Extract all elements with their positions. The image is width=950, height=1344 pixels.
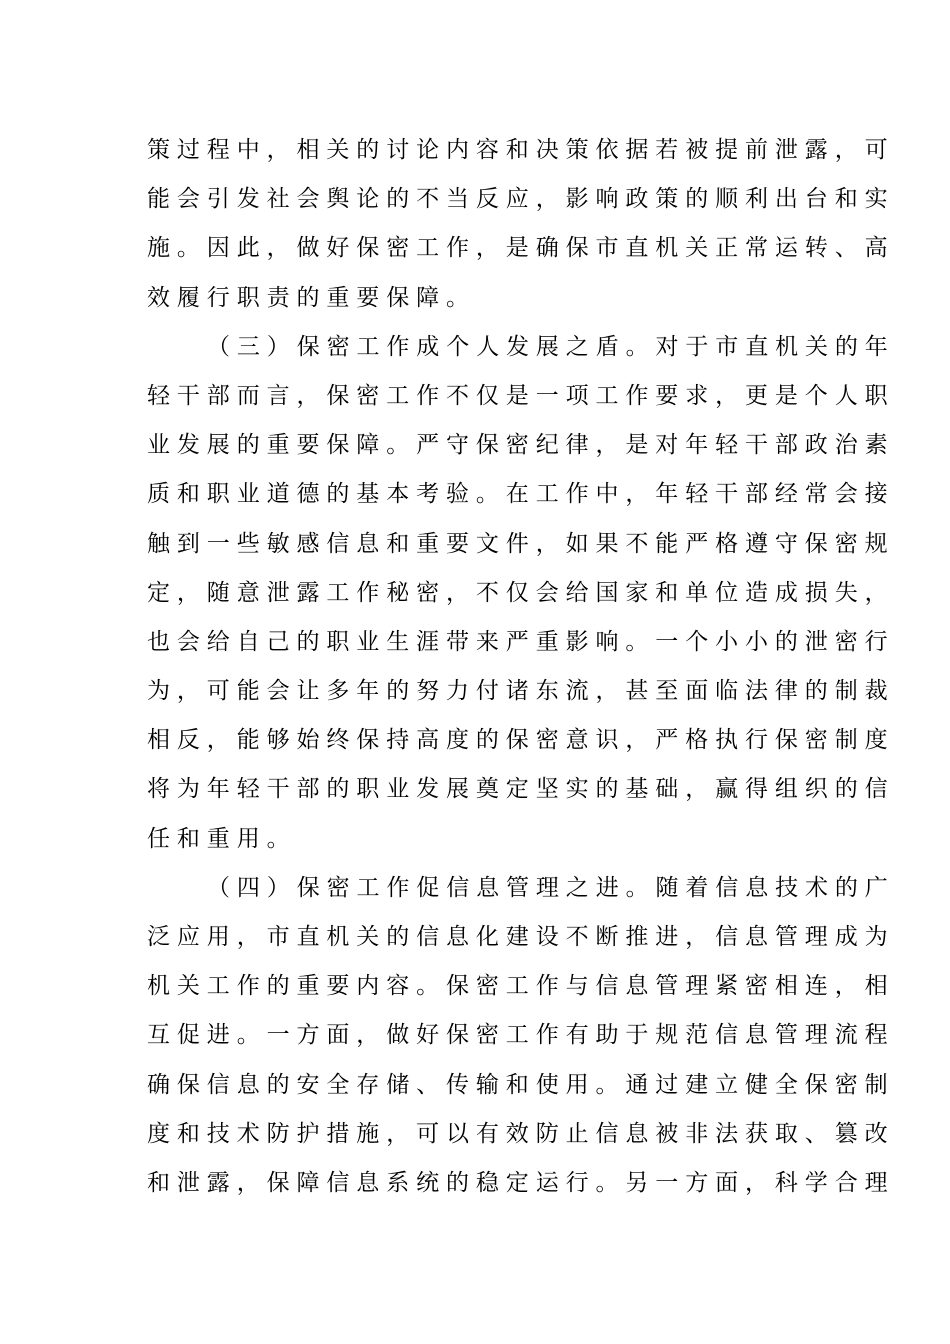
text-line: 轻干部而言，保密工作不仅是一项工作要求，更是个人职 [147,382,895,409]
text-line: 和泄露，保障信息系统的稳定运行。另一方面，科学合理 [147,1169,895,1196]
text-line: 为，可能会让多年的努力付诸东流，甚至面临法律的制裁 [147,678,895,705]
text-line: 机关工作的重要内容。保密工作与信息管理紧密相连，相 [147,973,895,1000]
text-line: 能会引发社会舆论的不当反应，影响政策的顺利出台和实 [147,186,895,213]
body-text [147,126,895,1208]
text-line: 将为年轻干部的职业发展奠定坚实的基础，赢得组织的信 [147,776,895,803]
text-line: 度和技术防护措施，可以有效防止信息被非法获取、篡改 [147,1120,895,1147]
text-line: 策过程中，相关的讨论内容和决策依据若被提前泄露，可 [147,137,895,163]
text-line: 泛应用，市直机关的信息化建设不断推进，信息管理成为 [147,924,895,950]
text-line: 触到一些敏感信息和重要文件，如果不能严格遵守保密规 [147,530,895,557]
text-line: 效履行职责的重要保障。 [147,284,476,311]
section-three-heading-line: （三）保密工作成个人发展之盾。对于市直机关的年 [207,333,895,360]
text-line: 相反，能够始终保持高度的保密意识，严格执行保密制度 [147,727,895,754]
section-four-heading-line: （四）保密工作促信息管理之进。随着信息技术的广 [207,874,895,901]
text-line: 互促进。一方面，做好保密工作有助于规范信息管理流程 [147,1022,895,1049]
text-line: 任和重用。 [147,825,297,852]
text-line: 业发展的重要保障。严守保密纪律，是对年轻干部政治素 [147,432,895,459]
text-line: 定，随意泄露工作秘密，不仅会给国家和单位造成损失， [147,579,895,606]
text-line: 确保信息的安全存储、传输和使用。通过建立健全保密制 [147,1071,895,1098]
text-line: 质和职业道德的基本考验。在工作中，年轻干部经常会接 [147,481,895,508]
text-line: 施。因此，做好保密工作，是确保市直机关正常运转、高 [147,235,895,262]
text-line: 也会给自己的职业生涯带来严重影响。一个小小的泄密行 [147,628,895,655]
